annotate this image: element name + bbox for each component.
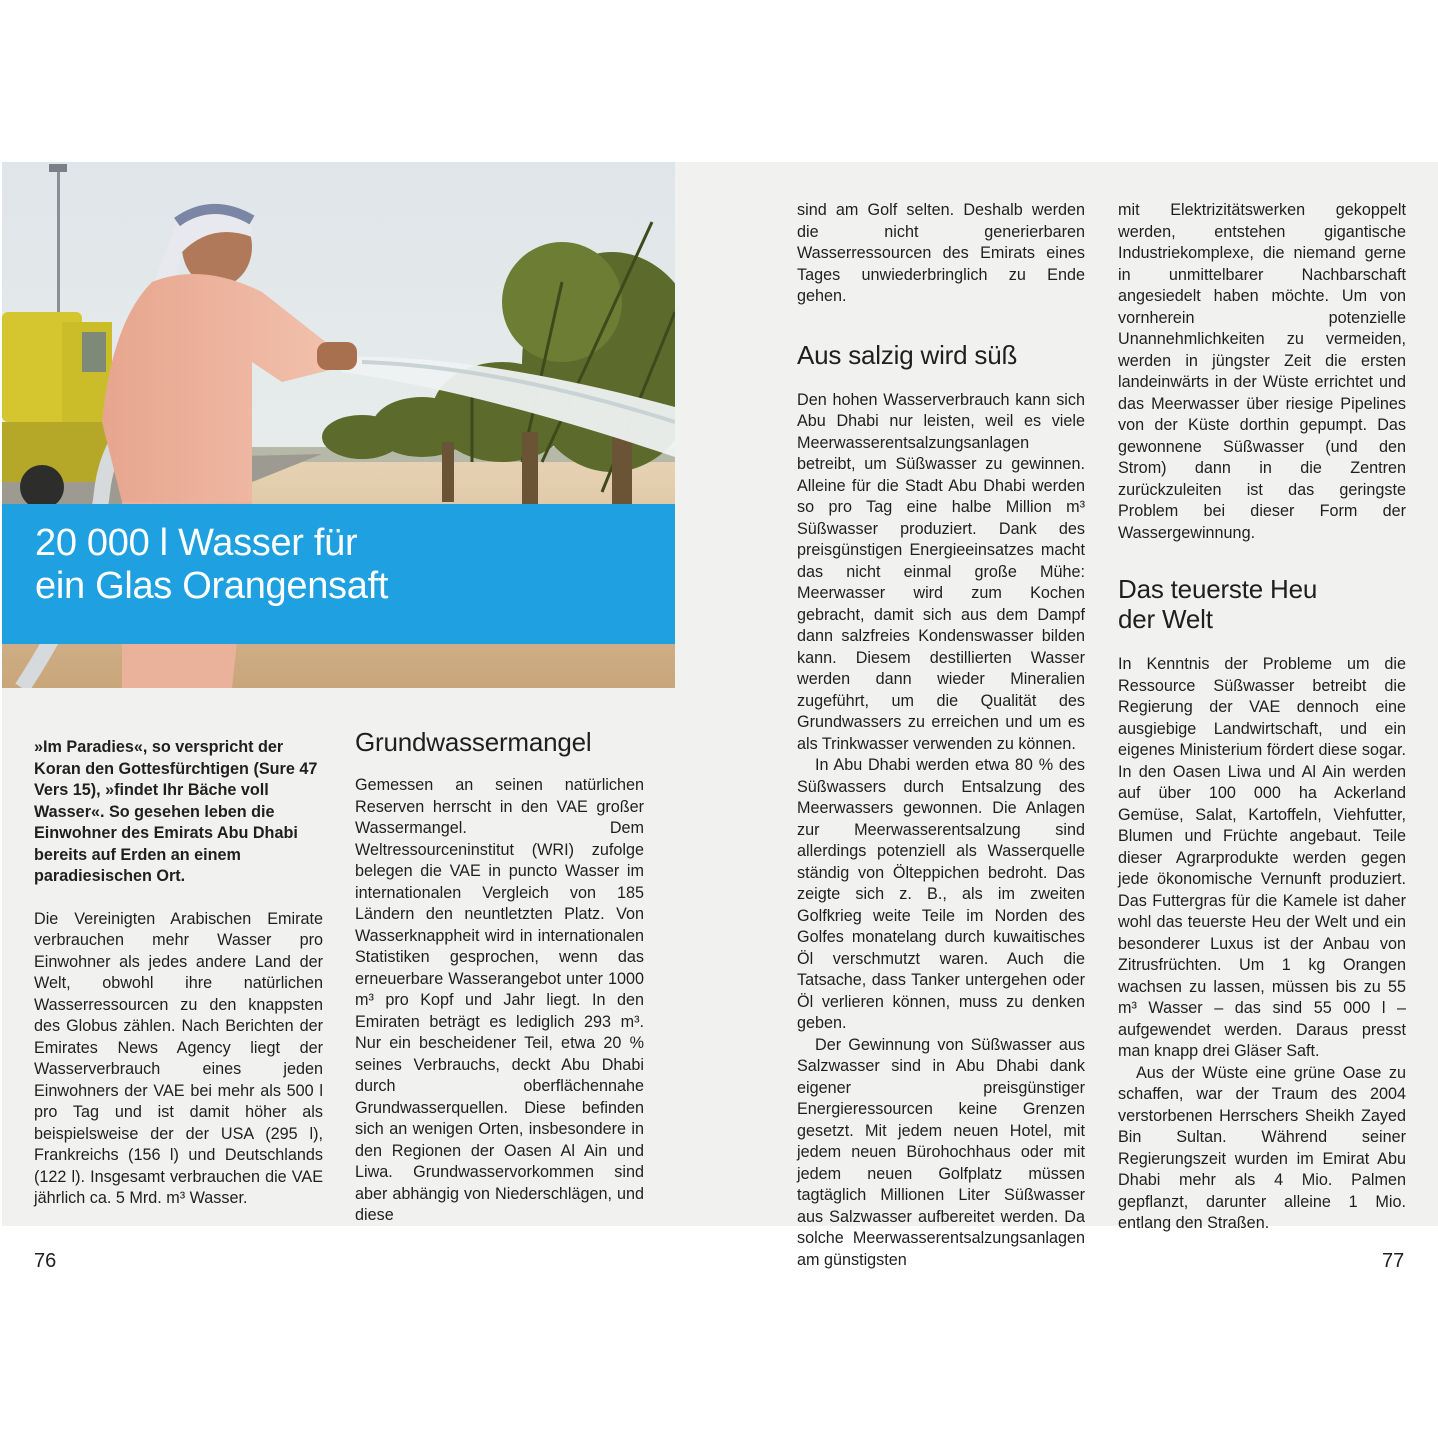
landwirtschaft-paragraph: In Kenntnis der Probleme um die Ressource Süßwasser betreibt die Regierung der VAE dennoch eine ausgiebige Landwirtschaft, und ein eigenes Ministerium fördert diese sogar. In den Oasen Liwa und Al Ain werden auf über 100 000 ha Ackerland Gemüse, Salat, Kartoffeln, Viehfutter, Blumen und Früchte angebaut. Teile dieser Agrarprodukte werden gegen jede ökonomische Vernunft produziert. Das Futtergras für die Kamele ist daher wohl das teuerste Heu der Welt und ein besonderer Luxus ist der Anbau von Zitrusfrüchten. Um 1 kg Orangen wachsen zu lassen, müssen bis zu 55 m³ Wasser – das sind 55 000 l – aufgewendet werden. Daraus presst man knapp drei Gläser Saft. [1118, 655, 1406, 1060]
title-banner [2, 504, 675, 644]
continuation-paragraph: sind am Golf selten. Deshalb werden die nicht generierbaren Wasserressourcen des Emirats eines Tages unwiederbringlich zu Ende gehen. [797, 201, 1085, 305]
chapter-title-line-2: ein Glas Orangensaft [35, 565, 389, 607]
column-3 [797, 200, 1085, 1271]
heading-grundwassermangel: Grundwassermangel [355, 727, 592, 757]
grundwasser-paragraph: Gemessen an seinen natürlichen Reserven herrscht in den VAE großer Wassermangel. Dem Weltressourceninstitut (WRI) zufolge belegen die VAE in puncto Wasser im internationalen Vergleich von 185 Ländern den neuntletzten Platz. Von Wasserknappheit wird in internationalen Statistiken gesprochen, wenn das erneuerbare Wasserangebot unter 1000 m³ pro Kopf und Jahr liegt. In den Emiraten beträgt es lediglich 293 m³. Nur ein bescheidener Teil, etwa 20 % seines Verbrauchs, deckt Abu Dhabi durch oberflächennahe Grundwasserquellen. Diese befinden sich an wenigen Orten, insbesondere in den Regionen der Oasen Al Ain und Liwa. Grundwasservorkommen sind aber abhängig von Niederschlägen, und diese [355, 776, 644, 1224]
entsalzung-paragraph-3: Der Gewinnung von Süßwasser aus Salzwasser sind in Abu Dhabi dank eigener preisgünstiger Energieressourcen keine Grenzen gesetzt. Mit jedem neuen Hotel, mit jedem neuen Bürohochhaus oder mit jedem neuen Golfplatz müssen tagtäglich Millionen Liter Süßwasser aus Salzwasser aufbereitet werden. Da solche Meerwasserentsalzungsanlagen am günstigsten [797, 1035, 1085, 1269]
entsalzung-paragraph-1: Den hohen Wasserverbrauch kann sich Abu Dhabi nur leisten, weil es viele Meerwasserentsalzungsanlagen betreibt, um Süßwasser zu gewinnen. Alleine für die Stadt Abu Dhabi werden so pro Tag eine halbe Million m³ Süßwasser produziert. Dank des preisgünstigen Energieeinsatzes macht das nicht einmal große Mühe: Meerwasser wird zum Kochen gebracht, damit sich aus dem Dampf dann salzfreies Kondenswasser bilden kann. Diesem destillierten Wasser werden dann wieder Mineralien zugeführt, um die Qualität des Grundwassers zu erreichen und um es als Trinkwasser verwenden zu können. [797, 390, 1085, 753]
page-number-left: 76 [34, 1250, 57, 1272]
lead-paragraph: »Im Paradies«, so verspricht der Koran den Gottesfürchtigen (Sure 47 Vers 15), »findet Ihr Bäche voll Wasser«. So gesehen leben die Einwohner des Emirats Abu Dhabi bereits auf Erden an einem paradiesischen Ort. [34, 738, 318, 885]
oase-paragraph: Aus der Wüste eine grüne Oase zu schaffen, war der Traum des 2004 verstorbenen Herrschers Sheikh Zayed Bin Sultan. Während seiner Regierungszeit wurden im Emirat Abu Dhabi mehr als 4 Mio. Palmen gepflanzt, darunter alleine 1 Mio. entlang den Straßen. [1118, 1063, 1406, 1232]
intro-paragraph: Die Vereinigten Arabischen Emirate verbrauchen mehr Wasser pro Einwohner als jedes andere Land der Welt, obwohl ihre natürlichen Wasserressourcen zu den knappsten des Globus zählen. Nach Berichten der Emirates News Agency liegt der Wasserverbrauch eines jeden Einwohners der VAE bei mehr als 500 l pro Tag und ist damit höher als beispielsweise der der USA (295 l), Frankreichs (156 l) und Deutschlands (122 l). Insgesamt verbrauchen die VAE jährlich ca. 5 Mrd. m³ Wasser. [34, 909, 323, 1207]
chapter-title-line-1: 20 000 l Wasser für [35, 522, 358, 564]
continuation-paragraph-2: mit Elektrizitätswerken gekoppelt werden, entstehen gigantische Industriekomplexe, die niemand gerne in unmittelbarer Nachbarschaft angesiedelt haben möchte. Um von vornherein potenzielle Unannehmlichkeiten zu vermeiden, werden in jüngster Zeit die ersten landeinwärts in der Wüste errichtet und das Meerwasser über riesige Pipelines von der Küste dorthin gepumpt. Das gewonnene Süßwasser (und den Strom) dann in die Zentren zurückzuleiten ist das geringste Problem bei dieser Form der Wassergewinnung. [1118, 201, 1406, 542]
column-4 [1118, 200, 1406, 1235]
heading-teuerste-heu-line-1: Das teuerste Heu [1118, 574, 1318, 604]
column-2 [355, 727, 644, 1227]
heading-aus-salzig: Aus salzig wird süß [797, 339, 1018, 370]
column-1 [34, 737, 323, 1210]
page-number-right: 77 [1382, 1250, 1405, 1272]
entsalzung-paragraph-2: In Abu Dhabi werden etwa 80 % des Süßwassers durch Entsalzung des Meerwassers gewonnen. Die Anlagen zur Meerwasserentsalzung sind allerdings potenziell als Wasserquelle ständig von Ölteppichen bedroht. Das zeigte sich z. B., als im zweiten Golfkrieg weite Teile im Norden des Golfes monatelang durch kuwaitisches Öl verschmutzt waren. Auch die Tatsache, dass Tanker untergehen oder Öl verlieren können, muss zu denken geben. [797, 756, 1085, 1032]
heading-teuerste-heu-line-2: der Welt [1118, 604, 1213, 634]
heading-teuerste-heu [1118, 574, 1406, 634]
chapter-title [35, 522, 388, 608]
